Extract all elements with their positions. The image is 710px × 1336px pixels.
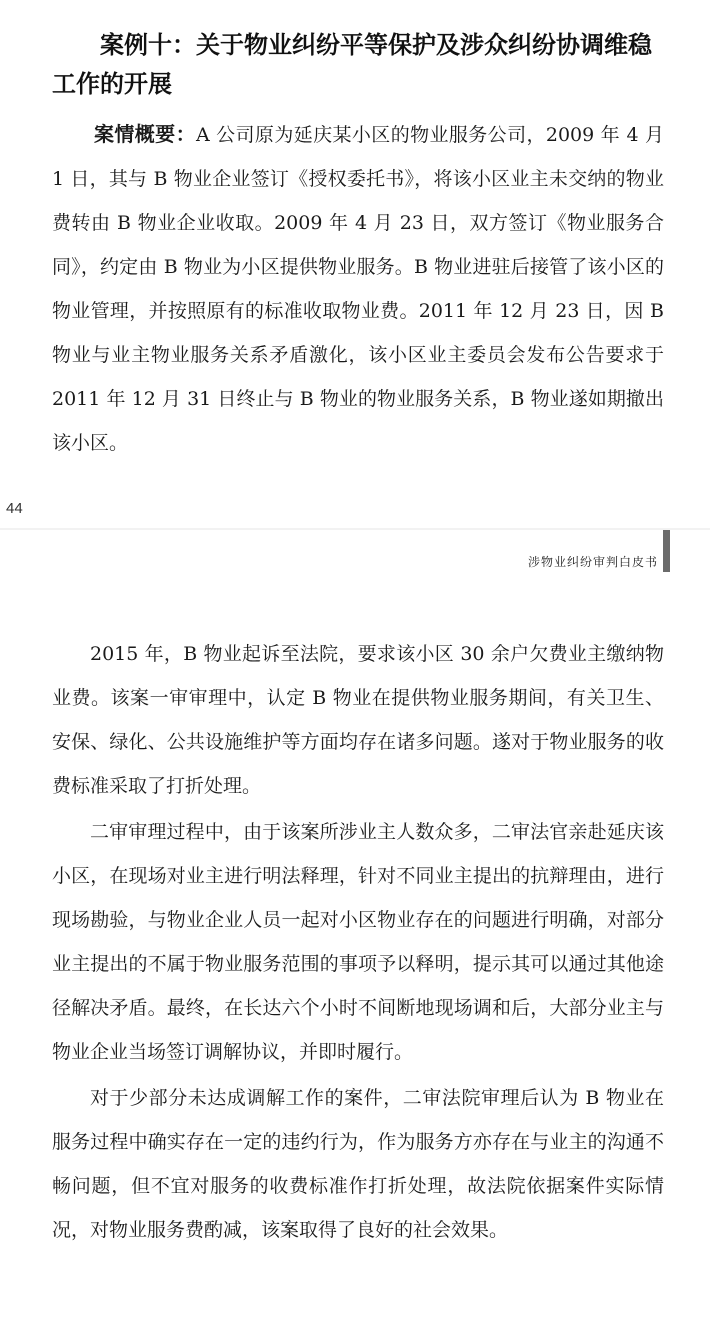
case-title-text: 案例十：关于物业纠纷平等保护及涉众纠纷协调维稳工作的开展 <box>52 31 652 98</box>
header-bar <box>663 530 670 572</box>
case-title <box>52 26 672 104</box>
paragraph: 二审审理过程中，由于该案所涉业主人数众多，二审法官亲赴延庆该小区，在现场对业主进行明法释理，针对不同业主提出的抗辩理由，进行现场勘验，与物业企业人员一起对小区物业存在的问题进行明确，对部分业主提出的不属于物业服务范围的事项予以释明，提示其可以通过其他途径解决矛盾。最终，在长达六个小时不间断地现场调和后，大部分业主与物业企业当场签订调解协议，并即时履行。 <box>52 821 664 1063</box>
summary-text: A 公司原为延庆某小区的物业服务公司，2009 年 4 月 1 日，其与 B 物业企业签订《授权委托书》，将该小区业主未交纳的物业费转由 B 物业企业收取。2009 年 4 月 23 日，双方签订《物业服务合同》，约定由 B 物业为小区提供物业服务。B 物业进驻后接管了该小区的物业管理，并按照原有的标准收取物业费。2011 年 12 月 23 日，因 B 物业与业主物业服务关系矛盾激化，该小区业主委员会发布公告要求于 2011 年 12 月 31 日终止与 B 物业的物业服务关系，B 物业遂如期撤出该小区。 <box>52 124 665 454</box>
case-summary <box>52 112 664 465</box>
running-header: 涉物业纠纷审判白皮书 <box>527 555 658 569</box>
page-divider <box>0 528 710 530</box>
page-44 <box>0 0 710 545</box>
paragraph: 2015 年，B 物业起诉至法院，要求该小区 30 余户欠费业主缴纳物业费。该案一审审理中，认定 B 物业在提供物业服务期间，有关卫生、安保、绿化、公共设施维护等方面均存在诸多问题。遂对于物业服务的收费标准采取了打折处理。 <box>52 643 664 797</box>
paragraph: 对于少部分未达成调解工作的案件，二审法院审理后认为 B 物业在服务过程中确实存在一定的违约行为，作为服务方亦存在与业主的沟通不畅问题，但不宜对服务的收费标准作打折处理，故法院依据案件实际情况，对物业服务费酌减，该案取得了良好的社会效果。 <box>52 1087 664 1241</box>
summary-label: 案情概要： <box>94 122 196 146</box>
page-45-body <box>52 632 664 1254</box>
page-number: 44 <box>6 500 23 517</box>
